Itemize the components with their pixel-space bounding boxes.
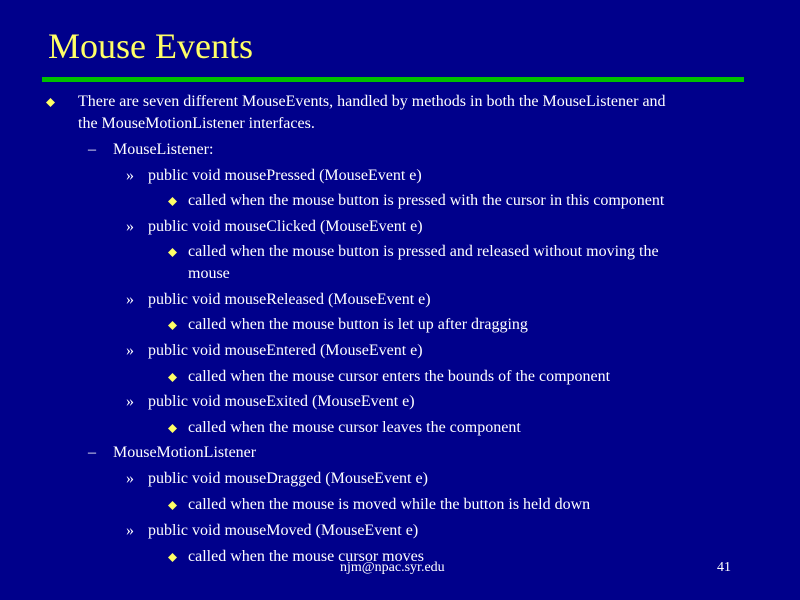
diamond-bullet-icon: [168, 248, 177, 257]
diamond-bullet-icon: [46, 98, 55, 107]
slide-title: Mouse Events: [48, 26, 253, 66]
method-signature: public void mouseDragged (MouseEvent e): [148, 470, 428, 487]
method-signature: public void mousePressed (MouseEvent e): [148, 167, 422, 184]
diamond-bullet-icon: [168, 553, 177, 562]
raquo-bullet-icon: »: [126, 342, 134, 359]
title-divider: [42, 77, 744, 82]
method-description: called when the mouse button is pressed with the cursor in this component: [188, 192, 665, 209]
raquo-bullet-icon: »: [126, 522, 134, 539]
method-description: called when the mouse button is let up after dragging: [188, 316, 528, 333]
method-description: called when the mouse is moved while the button is held down: [188, 496, 591, 513]
method-description: called when the mouse button is pressed and released without moving the: [188, 243, 659, 260]
diamond-bullet-icon: [168, 321, 177, 330]
diamond-bullet-icon: [168, 424, 177, 433]
method-signature: public void mouseReleased (MouseEvent e): [148, 291, 431, 308]
footer-email: njm@npac.syr.edu: [340, 560, 445, 575]
method-description: called when the mouse cursor moves: [188, 548, 424, 565]
mouse-listener-label: MouseListener:: [113, 141, 214, 158]
raquo-bullet-icon: »: [126, 167, 134, 184]
raquo-bullet-icon: »: [126, 393, 134, 410]
page-number: 41: [717, 560, 731, 575]
method-description: called when the mouse cursor enters the bounds of the component: [188, 368, 611, 385]
method-description: called when the mouse cursor leaves the component: [188, 419, 521, 436]
method-signature: public void mouseEntered (MouseEvent e): [148, 342, 423, 359]
diamond-bullet-icon: [168, 373, 177, 382]
raquo-bullet-icon: »: [126, 218, 134, 235]
dash-bullet-icon: –: [88, 141, 96, 158]
dash-bullet-icon: –: [88, 444, 96, 461]
diamond-bullet-icon: [168, 501, 177, 510]
diamond-bullet-icon: [168, 197, 177, 206]
intro-text-line-2: the MouseMotionListener interfaces.: [78, 115, 315, 132]
raquo-bullet-icon: »: [126, 291, 134, 308]
method-description-continued: mouse: [188, 265, 230, 282]
mouse-motion-listener-label: MouseMotionListener: [113, 444, 257, 461]
raquo-bullet-icon: »: [126, 470, 134, 487]
method-signature: public void mouseMoved (MouseEvent e): [148, 522, 419, 539]
method-signature: public void mouseExited (MouseEvent e): [148, 393, 415, 410]
intro-text-line-1: There are seven different MouseEvents, handled by methods in both the MouseListener and: [78, 93, 666, 110]
method-signature: public void mouseClicked (MouseEvent e): [148, 218, 423, 235]
